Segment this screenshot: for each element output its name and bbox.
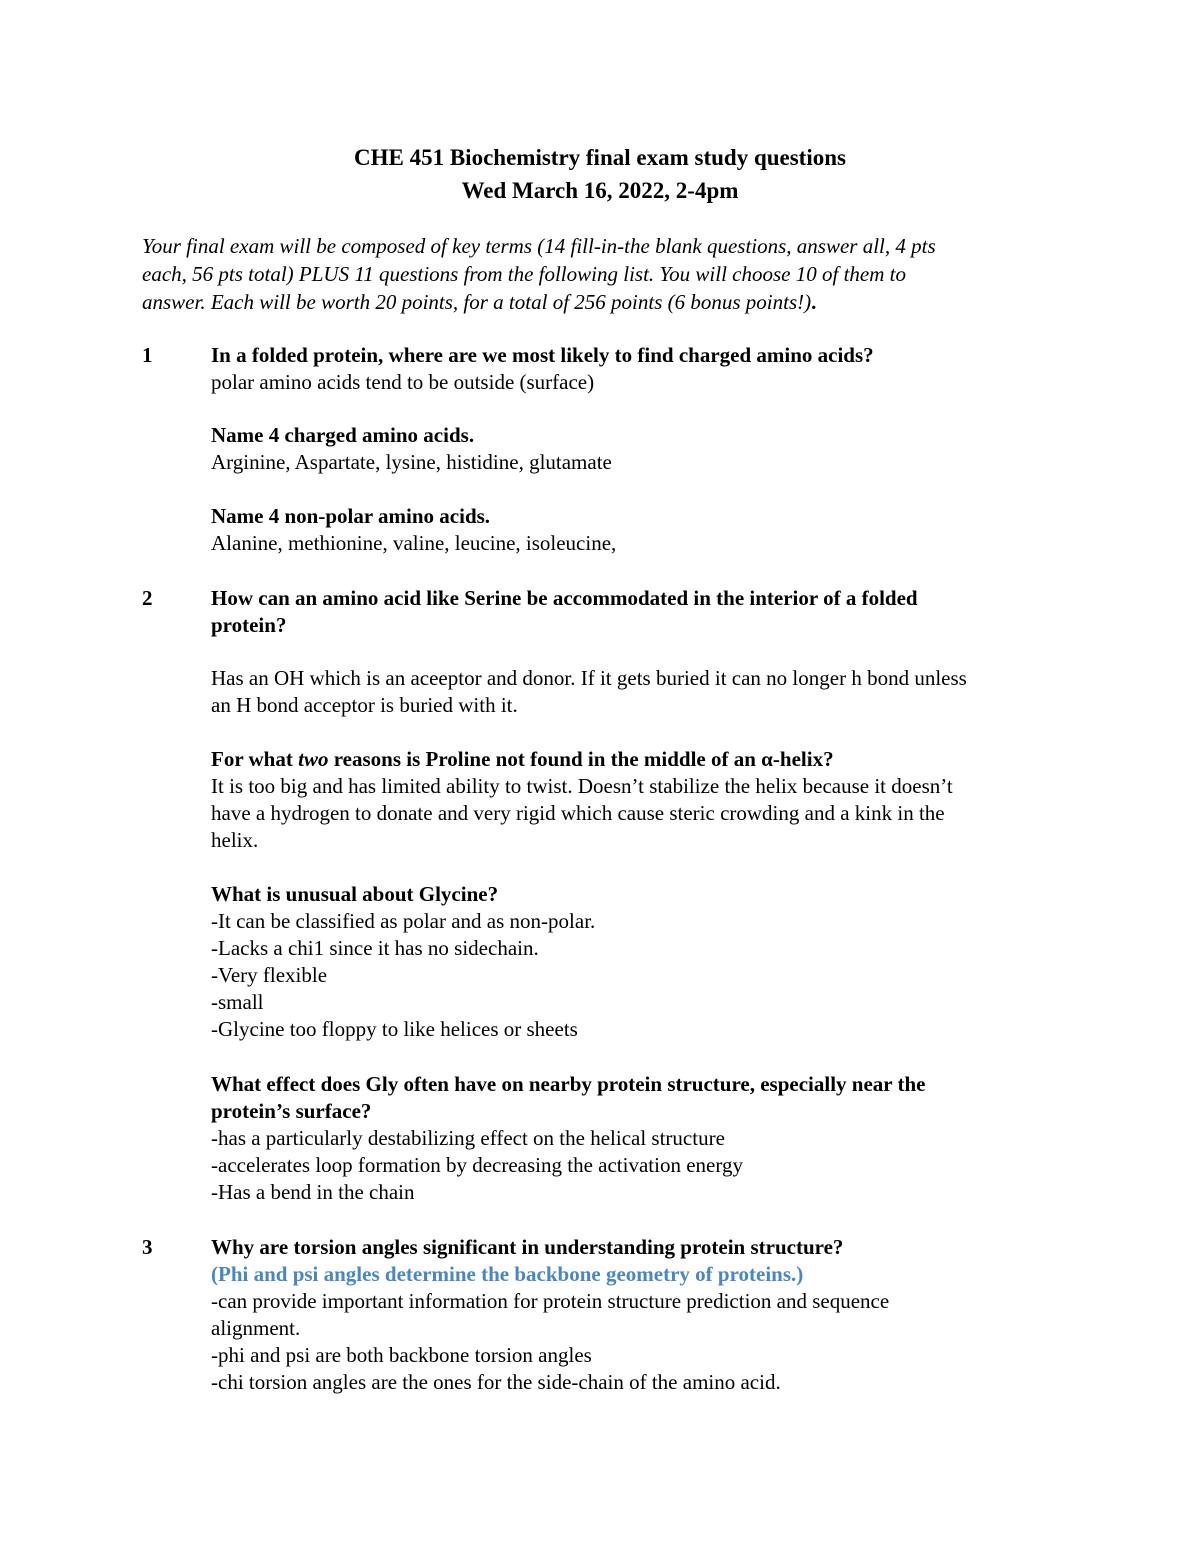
question-text: What is unusual about Glycine? (211, 882, 499, 906)
question-text: Name 4 non-polar amino acids. (211, 504, 491, 528)
exam-date: Wed March 16, 2022, 2-4pm (461, 178, 739, 203)
answer-line: -It can be classified as polar and as non-polar. (211, 909, 596, 933)
answer-line: -accelerates loop formation by decreasing the activation energy (211, 1153, 743, 1177)
instructions-line-2: each, 56 pts total) PLUS 11 questions from the following list. You will choose 10 of them to (142, 262, 906, 286)
question-text-line-2: protein’s surface? (211, 1099, 372, 1123)
question-text: Name 4 charged amino acids. (211, 423, 475, 447)
question-2-part-c (211, 881, 1071, 1043)
question-text-line-2: protein? (211, 613, 287, 637)
answer-line: -small (211, 990, 264, 1014)
answer-line: -Has a bend in the chain (211, 1180, 415, 1204)
question-1-part-c (211, 503, 1071, 557)
question-1 (211, 342, 1071, 396)
question-2-part-d (211, 1071, 1071, 1206)
answer-line: -has a particularly destabilizing effect on the helical structure (211, 1126, 725, 1150)
alpha-symbol: α (761, 747, 773, 771)
question-text: For what two reasons is Proline not found in the middle of an α-helix? (211, 747, 834, 771)
question-2-part-b (211, 746, 1071, 854)
highlighted-answer: (Phi and psi angles determine the backbone geometry of proteins.) (211, 1262, 804, 1286)
question-2-answer (211, 665, 1071, 719)
question-number: 2 (142, 586, 153, 610)
answer-line: -phi and psi are both backbone torsion angles (211, 1343, 592, 1367)
question-number: 3 (142, 1235, 153, 1259)
answer-line-2: have a hydrogen to donate and very rigid which cause steric crowding and a kink in the (211, 801, 945, 825)
answer-line: -Glycine too floppy to like helices or sheets (211, 1017, 578, 1041)
answer-line: alignment. (211, 1316, 301, 1340)
answer-text: Arginine, Aspartate, lysine, histidine, glutamate (211, 450, 612, 474)
answer-line: -Lacks a chi1 since it has no sidechain. (211, 936, 539, 960)
question-1-part-b (211, 422, 1071, 476)
instructions-line-3: answer. Each will be worth 20 points, for a total of 256 points (6 bonus points!). (142, 290, 817, 314)
document-title: CHE 451 Biochemistry final exam study questions (354, 145, 846, 170)
answer-line-1: Has an OH which is an aceeptor and donor. If it gets buried it can no longer h bond unless (211, 666, 967, 690)
question-text-line-1: What effect does Gly often have on nearby protein structure, especially near the (211, 1072, 926, 1096)
question-number: 1 (142, 343, 153, 367)
question-text: Why are torsion angles significant in understanding protein structure? (211, 1235, 844, 1259)
answer-line-1: It is too big and has limited ability to twist. Doesn’t stabilize the helix because it doesn’t (211, 774, 953, 798)
question-text-line-1: How can an amino acid like Serine be accommodated in the interior of a folded (211, 586, 918, 610)
answer-line: -chi torsion angles are the ones for the side-chain of the amino acid. (211, 1370, 781, 1394)
answer-text: Alanine, methionine, valine, leucine, isoleucine, (211, 531, 617, 555)
exam-instructions (142, 232, 1042, 316)
question-text: In a folded protein, where are we most likely to find charged amino acids? (211, 343, 874, 367)
instructions-line-1: Your final exam will be composed of key terms (14 fill-in-the blank questions, answer all, 4 pts (142, 234, 936, 258)
answer-line: -can provide important information for protein structure prediction and sequence (211, 1289, 890, 1313)
answer-line-2: an H bond acceptor is buried with it. (211, 693, 518, 717)
question-3 (211, 1234, 1071, 1396)
question-2 (211, 585, 1071, 639)
answer-text: polar amino acids tend to be outside (surface) (211, 370, 595, 394)
answer-line: -Very flexible (211, 963, 328, 987)
answer-line-3: helix. (211, 828, 259, 852)
